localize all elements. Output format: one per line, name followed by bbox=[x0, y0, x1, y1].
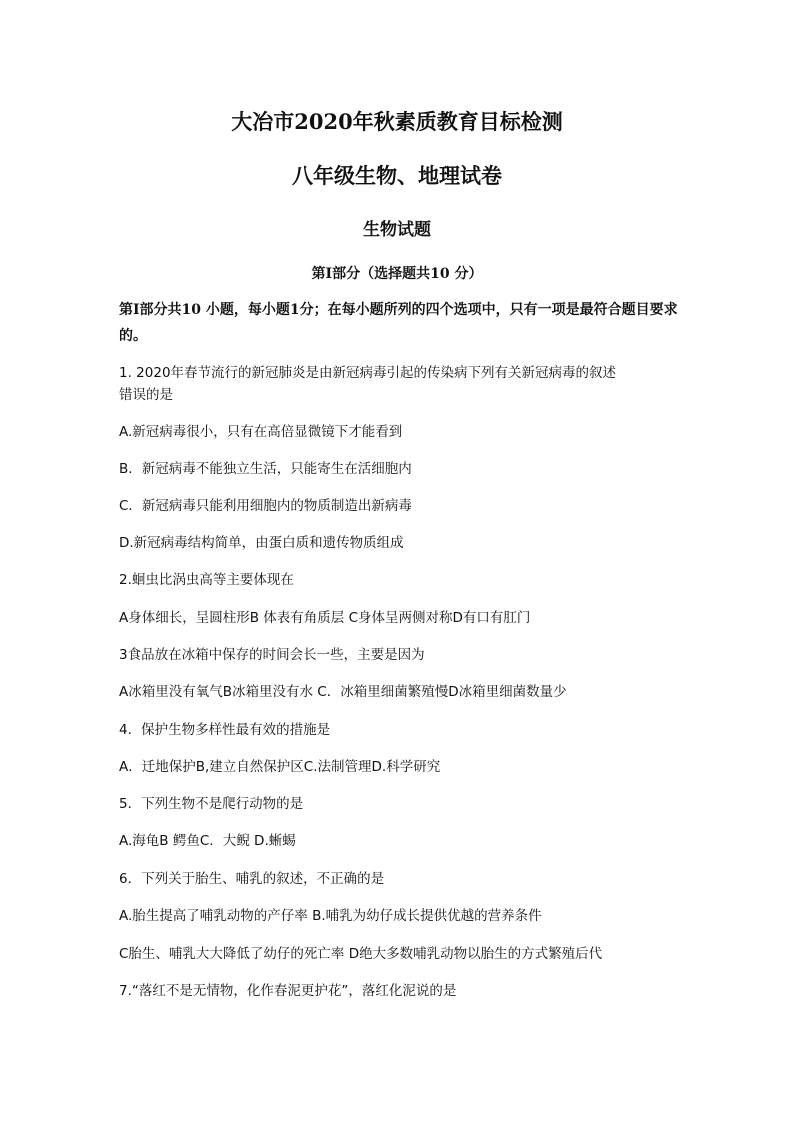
question-line: 错误的是 bbox=[119, 387, 173, 403]
question-line: 5．下列生物不是爬行动物的是 bbox=[119, 796, 304, 812]
section-heading: 第Ⅰ部分（选择题共10 分） bbox=[311, 266, 483, 282]
question-line: 7.“落红不是无情物，化作春泥更护花”，落红化泥说的是 bbox=[119, 983, 457, 999]
question-line: D.新冠病毒结构简单，由蛋白质和遗传物质组成 bbox=[119, 535, 404, 551]
section-instruction: 第Ⅰ部分共10 小题，每小题1分；在每小题所列的四个选项中，只有一项是最符合题目要求的。 bbox=[119, 302, 678, 344]
question-line: 6．下列关于胎生、哺乳的叙述，不正确的是 bbox=[119, 871, 385, 887]
question-line: A身体细长，呈圆柱形B 体表有角质层 C身体呈两侧对称D有口有肛门 bbox=[119, 610, 531, 626]
question-line: B．新冠病毒不能独立生活，只能寄生在活细胞内 bbox=[119, 461, 412, 477]
question-line: 3食品放在冰箱中保存的时间会长一些，主要是因为 bbox=[119, 647, 425, 663]
question-line: A．迁地保护B,建立自然保护区C.法制管理D.科学研究 bbox=[119, 759, 441, 775]
exam-title: 大冶市2020年秋素质教育目标检测 bbox=[231, 109, 563, 134]
question-line: A.海龟B 鳄鱼C．大鲵 D.蜥蜴 bbox=[119, 833, 296, 849]
question-line: C胎生、哺乳大大降低了幼仔的死亡率 D绝大多数哺乳动物以胎生的方式繁殖后代 bbox=[119, 946, 603, 962]
exam-subtitle: 八年级生物、地理试卷 bbox=[292, 163, 502, 188]
question-line: 1. 2020年春节流行的新冠肺炎是由新冠病毒引起的传染病下列有关新冠病毒的叙述 bbox=[119, 365, 617, 381]
question-line: A.新冠病毒很小，只有在高倍显微镜下才能看到 bbox=[119, 424, 403, 440]
question-line: 2.蛔虫比涡虫高等主要体现在 bbox=[119, 572, 294, 588]
subject-title: 生物试题 bbox=[363, 220, 431, 240]
question-line: A冰箱里没有氧气B冰箱里没有水 C．冰箱里细菌繁殖慢D冰箱里细菌数量少 bbox=[119, 684, 567, 700]
question-line: A.胎生提高了哺乳动物的产仔率 B.哺乳为幼仔成长提供优越的营养条件 bbox=[119, 908, 542, 924]
question-line: 4．保护生物多样性最有效的措施是 bbox=[119, 722, 331, 738]
question-line: C．新冠病毒只能利用细胞内的物质制造出新病毒 bbox=[119, 498, 412, 514]
